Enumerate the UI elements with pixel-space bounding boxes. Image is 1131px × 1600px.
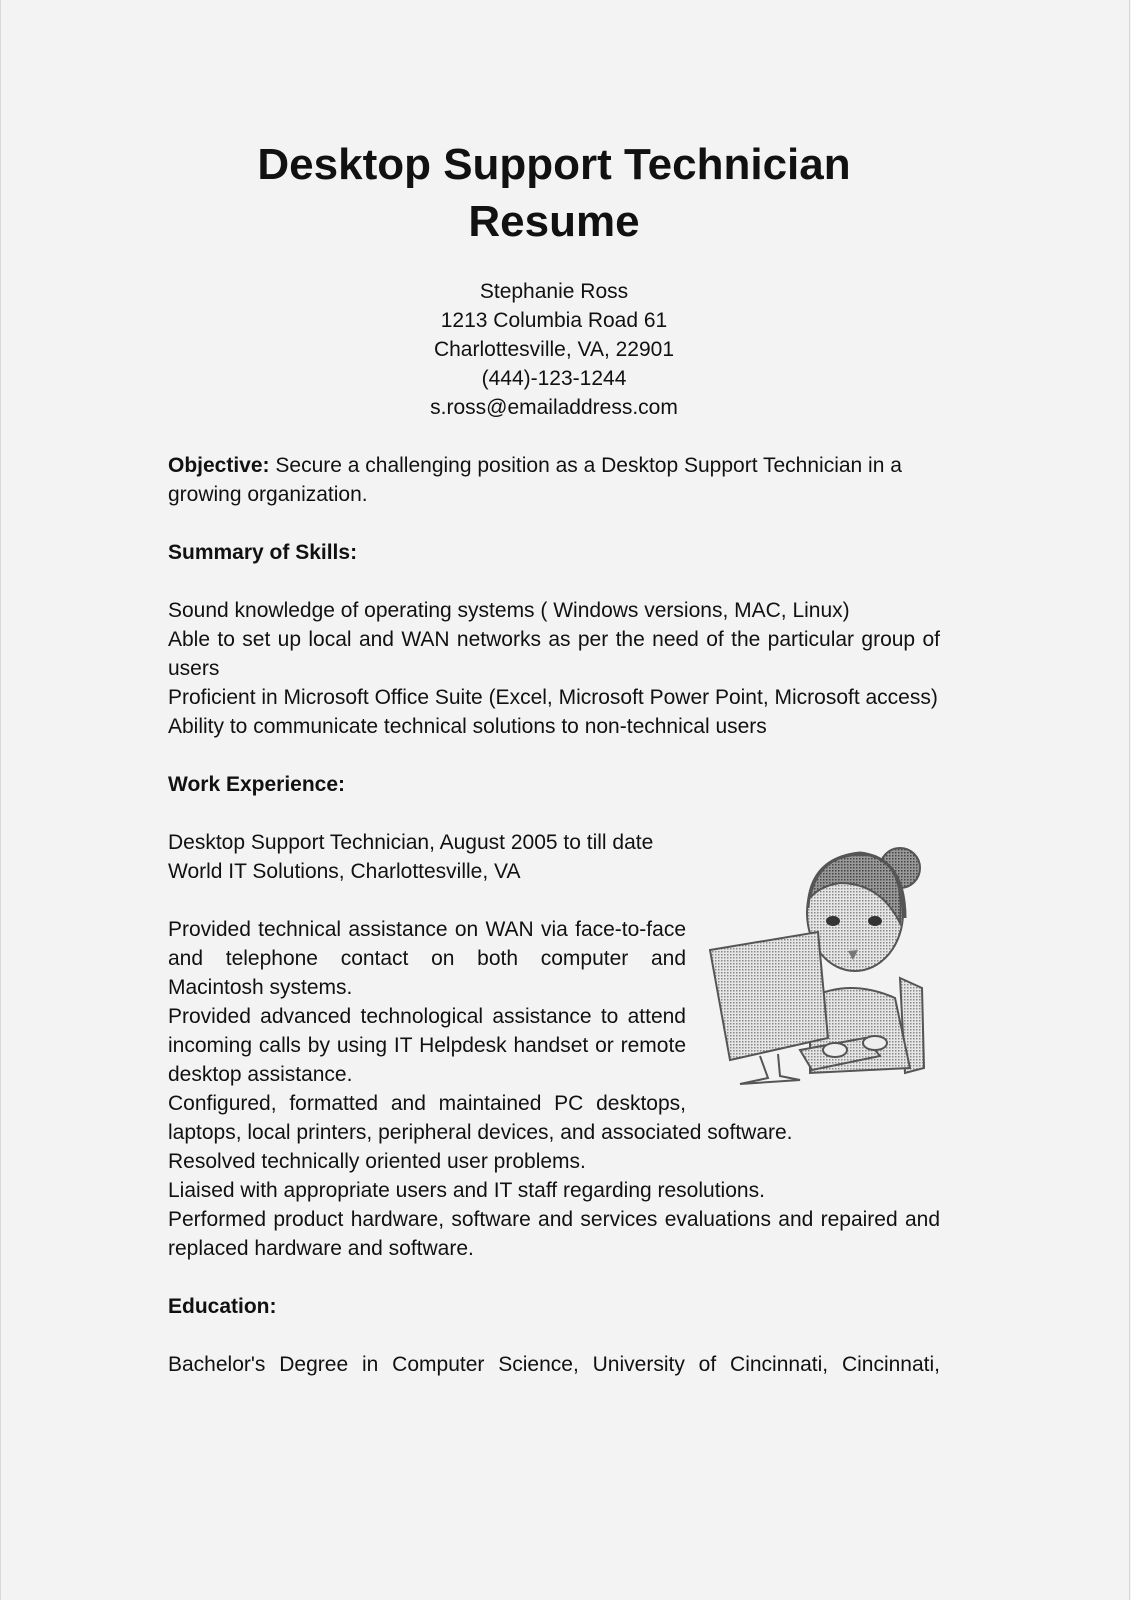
objective-text: Secure a challenging position as a Desktop Support Technician in a growing organization. <box>168 454 902 506</box>
duty-item: Configured, formatted and maintained PC desktops, laptops, local printers, peripheral devices, and associated software. <box>168 1092 793 1144</box>
contact-name: Stephanie Ross <box>479 280 629 303</box>
education-heading: Education: <box>168 1295 277 1318</box>
helpdesk-illustration <box>686 828 940 1090</box>
skills-heading: Summary of Skills: <box>168 541 358 564</box>
skill-item: Ability to communicate technical solutions to non-technical users <box>168 715 767 738</box>
duty-item: Resolved technically oriented user problems. <box>168 1150 586 1173</box>
education-text: Bachelor's Degree in Computer Science, University of Cincinnati, Cincinnati, <box>168 1353 940 1376</box>
duty-item: Liaised with appropriate users and IT staff regarding resolutions. <box>168 1179 765 1202</box>
objective-label: Objective: <box>168 454 270 477</box>
job-position: Desktop Support Technician, August 2005 to till date <box>168 831 654 854</box>
page-border-left <box>0 0 1 1600</box>
title-line-2: Resume <box>468 197 640 246</box>
contact-phone: (444)-123-1244 <box>481 367 627 390</box>
job-company: World IT Solutions, Charlottesville, VA <box>168 860 521 883</box>
duty-item: Performed product hardware, software and services evaluations and repaired and replaced hardware and software. <box>168 1208 940 1260</box>
contact-street: 1213 Columbia Road 61 <box>440 309 668 332</box>
objective-section <box>168 451 940 509</box>
experience-heading: Work Experience: <box>168 773 346 796</box>
duty-item: Provided advanced technological assistance to attend incoming calls by using IT Helpdesk handset or remote desktop assistance. <box>168 1005 686 1086</box>
contact-city: Charlottesville, VA, 22901 <box>433 338 675 361</box>
contact-email: s.ross@emailaddress.com <box>430 396 678 419</box>
skill-item: Able to set up local and WAN networks as per the need of the particular group of users <box>168 628 940 680</box>
duty-item: Provided technical assistance on WAN via face-to-face and telephone contact on both computer and Macintosh systems. <box>168 918 686 999</box>
experience-block <box>168 828 940 1263</box>
resume-document <box>168 136 940 1379</box>
resume-title <box>168 136 940 250</box>
skills-list <box>168 596 940 741</box>
skill-item: Proficient in Microsoft Office Suite (Excel, Microsoft Power Point, Microsoft access) <box>168 686 938 709</box>
title-line-1: Desktop Support Technician <box>257 140 851 189</box>
woman-at-computer-icon <box>700 828 936 1086</box>
page-border-right <box>1129 0 1130 1600</box>
contact-block <box>168 277 940 422</box>
skill-item: Sound knowledge of operating systems ( Windows versions, MAC, Linux) <box>168 599 850 622</box>
